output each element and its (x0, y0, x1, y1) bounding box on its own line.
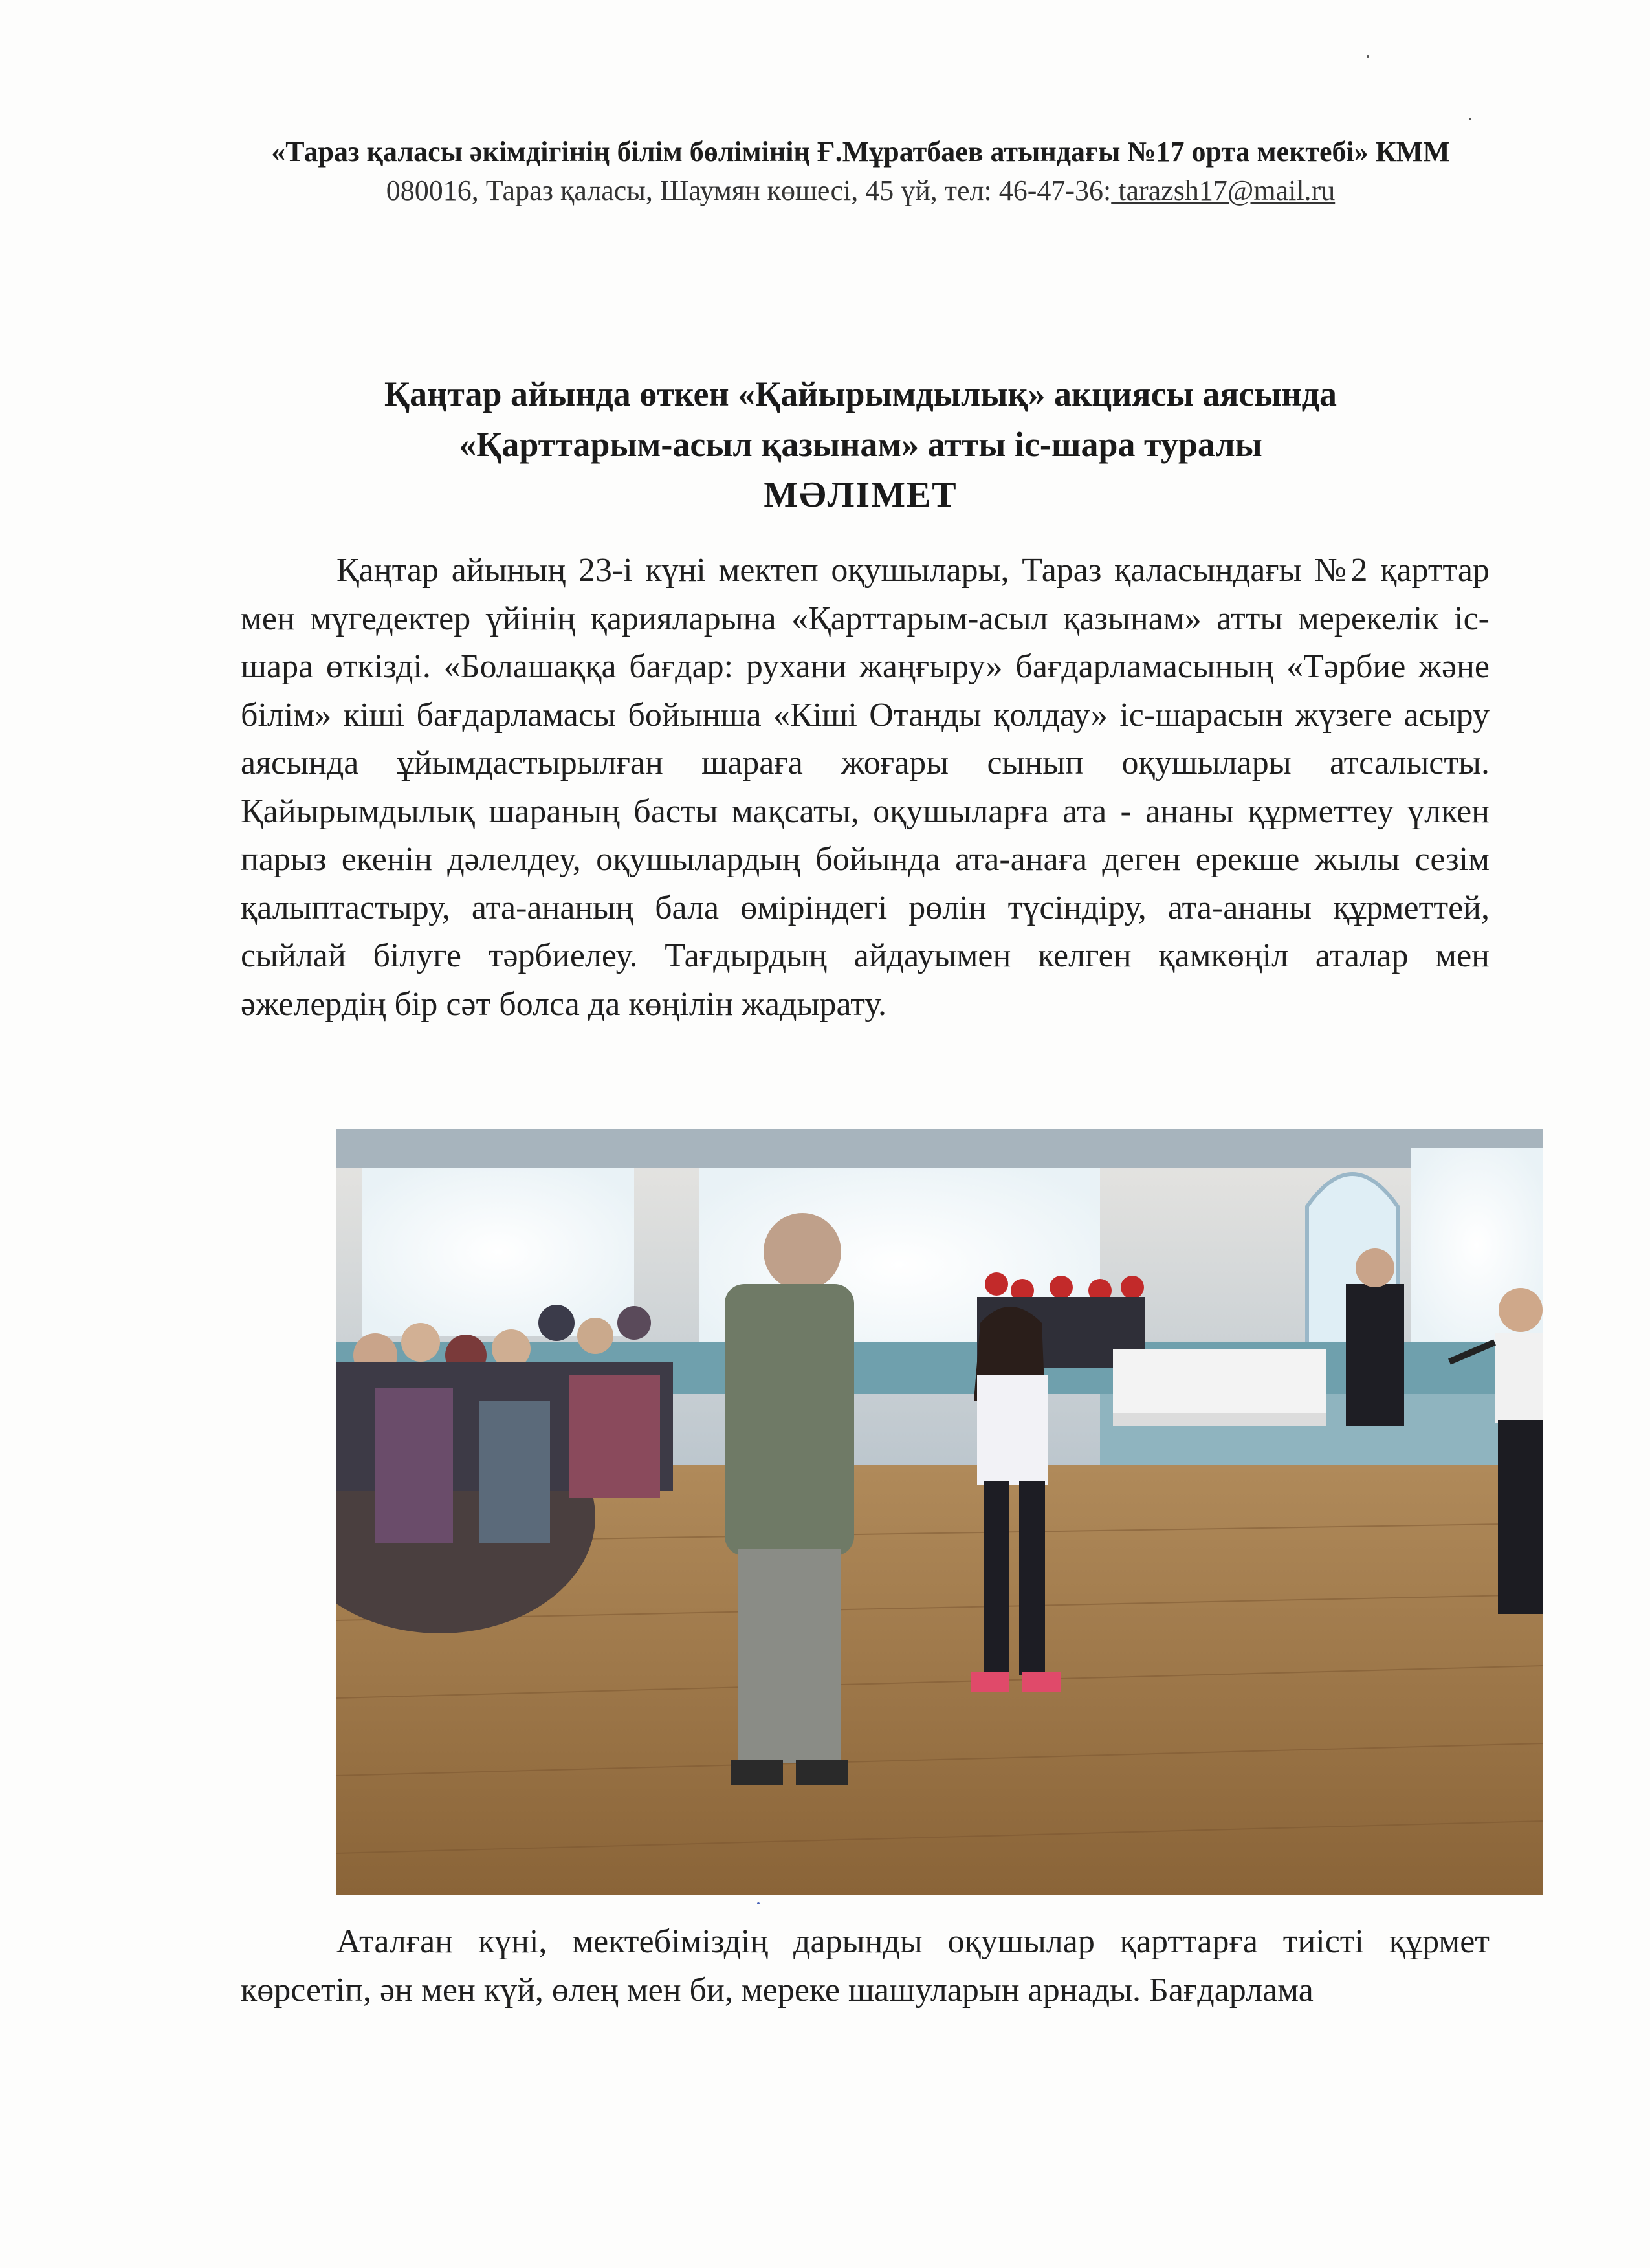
title-line-2: «Қарттарым-асыл қазынам» атты іс-шара туралы (459, 425, 1262, 464)
paragraph-2: Аталған күні, мектебіміздің дарынды оқушылар қарттарға тиісті құрмет көрсетіп, ән мен күй, өлең мен би, мереке шашуларын арнады. Бағдарлама (241, 1923, 1490, 2009)
organization-address (214, 171, 1508, 210)
organization-name: «Тараз қаласы әкімдігінің білім бөлімінің Ғ.Мұратбаев атындағы №17 орта мектебі» КММ (271, 136, 1450, 168)
title-line-1: Қаңтар айында өткен «Қайырымдылық» акциясы аясында (384, 375, 1337, 413)
scan-speck (1367, 55, 1369, 58)
title-line-3: МӘЛІМЕТ (764, 475, 958, 515)
address-text: 080016, Тараз қаласы, Шаумян көшесі, 45 үй, тел: 46-47-36: (386, 175, 1112, 206)
scan-speck (1469, 118, 1471, 120)
letterhead (214, 133, 1508, 210)
document-title (246, 369, 1475, 520)
event-photo (336, 1129, 1543, 1895)
email-link[interactable]: tarazsh17@mail.ru (1111, 175, 1336, 206)
paragraph-1: Қаңтар айының 23-і күні мектеп оқушылары, Тараз қаласындағы №2 қарттар мен мүгедектер үйінің қарияларына «Қарттарым-асыл қазынам» атты мерекелік іс-шара өткізді. «Болашаққа бағдар: рухани жаңғыру» бағдарламасының «Тәрбие және білім» кіші бағдарламасы бойынша «Кіші Отанды қолдау» іс-шарасын жүзеге асыру аясында ұйымдастырылған шараға жоғары сынып оқушылары атсалысты. Қайырымдылық шараның басты мақсаты, оқушыларға ата - ананы құрметтеу үлкен парыз екенін дәлелдеу, оқушылардың бойында ата-анаға деген ерекше жылы сезім қалыптастыру, ата-ананың бала өміріндегі рөлін түсіндіру, ата-ананы құрметтей, сыйлай білуге тәрбиелеу. Тағдырдың айдауымен келген қамкөңіл аталар мен әжелердің бір сәт болса да көңілін жадырату. (241, 552, 1490, 1023)
event-photo-drawing (336, 1129, 1543, 1895)
scan-speck (757, 1902, 760, 1904)
